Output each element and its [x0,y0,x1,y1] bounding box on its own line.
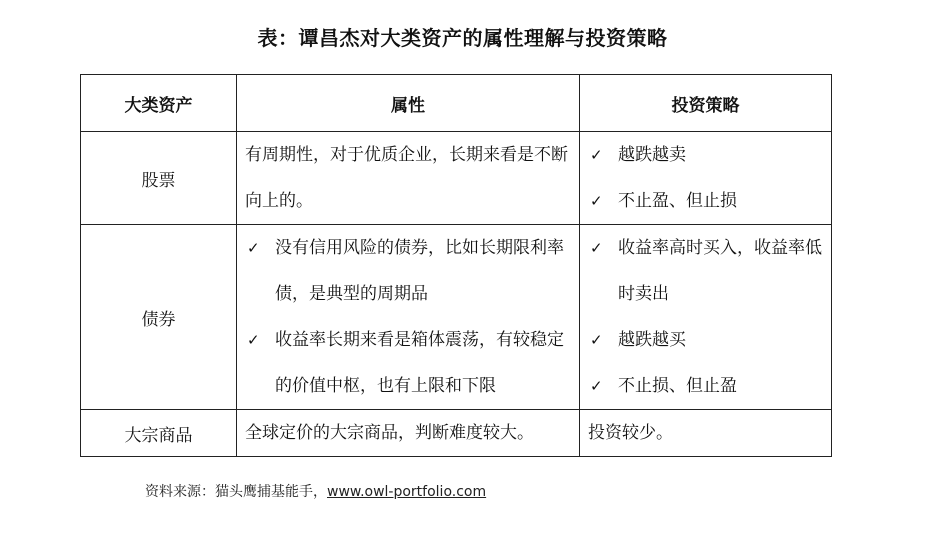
strategy-item-text: 越跌越卖 [618,145,686,165]
list-item [245,225,573,317]
asset-name-bonds: 债券 [81,225,237,410]
asset-name-commodities: 大宗商品 [81,410,237,457]
strategy-item-text: 收益率高时买入，收益率低时卖出 [618,238,822,304]
page-title: 表：谭昌杰对大类资产的属性理解与投资策略 [257,26,668,50]
attribute-cell-stocks [237,132,580,225]
strategy-item-text: 不止盈、但止损 [618,191,737,211]
attribute-cell-commodities [237,410,580,457]
check-mark-icon: ✓ [590,192,603,210]
list-item [588,178,825,224]
asset-name-stocks: 股票 [81,132,237,225]
asset-strategy-table [80,74,832,457]
attribute-text-commodities: 全球定价的大宗商品，判断难度较大。 [245,423,534,443]
list-item [588,363,825,409]
table-row-stocks [81,132,832,225]
list-item [588,225,825,317]
strategy-text-commodities: 投资较少。 [588,423,673,443]
check-mark-icon: ✓ [590,331,603,349]
attribute-item-text: 收益率长期来看是箱体震荡，有较稳定的价值中枢，也有上限和下限 [275,330,564,396]
source-link[interactable]: www.owl-portfolio.com [327,484,487,500]
table-row-commodities [81,410,832,457]
check-mark-icon: ✓ [590,239,603,257]
table-header-row [81,75,832,132]
strategy-cell-stocks [580,132,832,225]
header-strategy: 投资策略 [580,75,832,132]
source-note [145,481,486,501]
header-attribute: 属性 [237,75,580,132]
strategy-cell-commodities [580,410,832,457]
check-mark-icon: ✓ [590,377,603,395]
header-asset-class: 大类资产 [81,75,237,132]
strategy-item-text: 越跌越买 [618,330,686,350]
attribute-cell-bonds [237,225,580,410]
check-mark-icon: ✓ [247,239,260,257]
source-prefix: 资料来源：猫头鹰捕基能手， [145,484,327,500]
list-item [245,317,573,409]
list-item [588,132,825,178]
table-row-bonds [81,225,832,410]
check-mark-icon: ✓ [590,146,603,164]
list-item [588,317,825,363]
attribute-item-text: 没有信用风险的债券，比如长期限利率债，是典型的周期品 [275,238,564,304]
check-mark-icon: ✓ [247,331,260,349]
attribute-text-stocks: 有周期性，对于优质企业，长期来看是不断向上的。 [245,145,568,211]
strategy-item-text: 不止损、但止盈 [618,376,737,396]
strategy-cell-bonds [580,225,832,410]
